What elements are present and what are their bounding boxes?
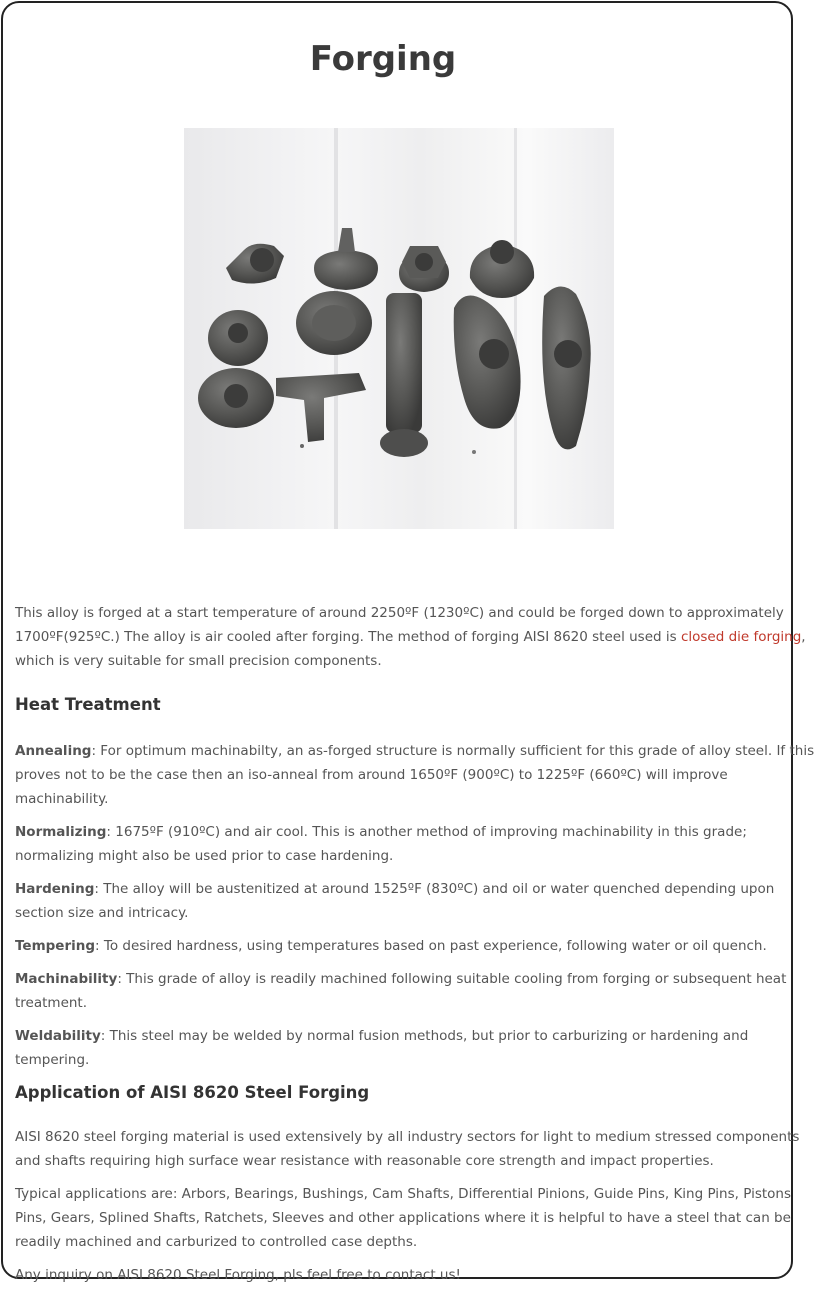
weldability-text: : This steel may be welded by normal fusion methods, but prior to carburizing or hardening and tempering. [15,1028,749,1068]
weldability-term: Weldability [15,1028,101,1044]
intro-paragraph [15,601,815,673]
application-paragraph: AISI 8620 steel forging material is used extensively by all industry sectors for light to medium stressed components and shafts requiring high surface wear resistance with reasonable core strength and impact properties. [15,1129,800,1169]
hardening-item [15,877,815,925]
hardening-text: : The alloy will be austenitized at around 1525ºF (830ºC) and oil or water quenched depending upon section size and intricacy. [15,881,775,921]
normalizing-text: : 1675ºF (910ºC) and air cool. This is another method of improving machinability in this grade; normalizing might also be used prior to case hardening. [15,824,747,864]
tempering-item [15,934,815,958]
normalizing-item [15,820,815,868]
machinability-text: : This grade of alloy is readily machined following suitable cooling from forging or subsequent heat treatment. [15,971,787,1011]
closed-die-forging-link[interactable]: closed die forging [680,629,802,645]
intro-text-end: , which is very suitable for small precision components. [15,629,806,669]
normalizing-term: Normalizing [15,824,107,840]
tempering-text: : To desired hardness, using temperatures based on past experience, following water or oil quench. [95,938,767,954]
annealing-term: Annealing [15,743,92,759]
article-body [15,601,815,1296]
weldability-item [15,1024,815,1072]
heat-treatment-heading: Heat Treatment [15,695,161,714]
forged-parts-photo [184,128,614,529]
tempering-term: Tempering [15,938,96,954]
machinability-item [15,967,815,1015]
page-frame [1,1,815,1283]
page-title: Forging [309,39,457,79]
intro-text-start: This alloy is forged at a start temperature of around 2250ºF (1230ºC) and could be forged down to approximately 1700ºF(925ºC.) The alloy is air cooled after forging. The method of forging AISI 8620 steel used is [15,605,784,645]
machinability-term: Machinability [15,971,118,987]
typical-applications-paragraph: Typical applications are: Arbors, Bearings, Bushings, Cam Shafts, Differential Pinions, Guide Pins, King Pins, Pistons Pins, Gears, Splined Shafts, Ratchets, Sleeves and other applications where it is helpful to have a steel that can be readily machined and carburized to controlled case depths. [15,1186,791,1250]
hardening-term: Hardening [15,881,95,897]
annealing-text: : For optimum machinabilty, an as-forged structure is normally sufficient for this grade of alloy steel. If this proves not to be the case then an iso-anneal from around 1650ºF (900ºC) to 1225ºF (660ºC) will improve machinability. [15,743,815,807]
annealing-item [15,739,815,811]
contact-paragraph: Any inquiry on AISI 8620 Steel Forging, pls feel free to contact us! [15,1267,461,1283]
application-heading: Application of AISI 8620 Steel Forging [15,1083,370,1102]
